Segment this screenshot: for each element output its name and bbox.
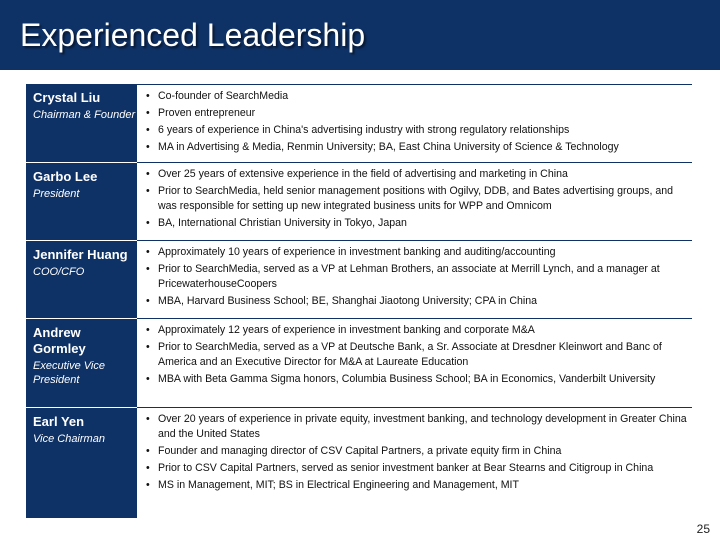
leader-role: President: [33, 188, 80, 200]
bullet-item: [143, 123, 692, 138]
bullet-dot: •: [146, 107, 150, 119]
bullet-text: MBA, Harvard Business School; BE, Shanghai Jiaotong University; CPA in China: [158, 295, 538, 307]
bullet-item: [143, 478, 692, 493]
leader-row: [26, 241, 692, 319]
bullet-item: [143, 184, 692, 214]
bullet-dot: •: [146, 445, 150, 457]
title-bar: [0, 0, 720, 70]
bullet-text: Over 20 years of experience in private equity, investment banking, and technology development in Greater China and the United States: [158, 413, 687, 440]
bullet-item: [143, 216, 692, 231]
bullet-item: [143, 262, 692, 292]
bullet-dot: •: [146, 295, 150, 307]
bullet-item: [143, 140, 692, 155]
page-number: 25: [696, 522, 710, 536]
bullet-item: [143, 89, 692, 104]
bullet-dot: •: [146, 324, 150, 336]
bullet-dot: •: [146, 341, 150, 353]
bullet-dot: •: [146, 217, 150, 229]
leader-bullets: [137, 408, 692, 518]
leader-identity: [26, 241, 137, 319]
bullet-dot: •: [146, 413, 150, 425]
bullet-text: MA in Advertising & Media, Renmin University; BA, East China University of Science & Technology: [158, 141, 619, 153]
leadership-table: [26, 84, 692, 518]
leader-name: Andrew Gormley: [33, 325, 86, 356]
bullet-text: MBA with Beta Gamma Sigma honors, Columbia Business School; BA in Economics, Vanderbilt University: [158, 373, 656, 385]
bullet-text: Over 25 years of extensive experience in the field of advertising and marketing in China: [158, 168, 568, 180]
bullet-item: [143, 461, 692, 476]
bullet-text: Prior to SearchMedia, served as a VP at Deutsche Bank, a Sr. Associate at Dresdner Kleinwort and Banc of America and an Executive Director for M&A at Laureate Education: [158, 341, 662, 368]
bullet-item: [143, 167, 692, 182]
bullet-text: Co-founder of SearchMedia: [158, 90, 289, 102]
leader-identity: [26, 408, 137, 518]
bullet-dot: •: [146, 462, 150, 474]
bullet-text: Approximately 10 years of experience in investment banking and auditing/accounting: [158, 246, 556, 258]
bullet-item: [143, 294, 692, 309]
bullet-text: MS in Management, MIT; BS in Electrical Engineering and Management, MIT: [158, 479, 519, 491]
bullet-text: 6 years of experience in China's advertising industry with strong regulatory relationships: [158, 124, 570, 136]
leader-row: [26, 84, 692, 163]
leader-identity: [26, 319, 137, 408]
bullet-dot: •: [146, 168, 150, 180]
leader-row: [26, 408, 692, 518]
leader-name: Earl Yen: [33, 414, 85, 429]
leader-identity: [26, 84, 137, 163]
bullet-dot: •: [146, 90, 150, 102]
bullet-item: [143, 372, 692, 387]
leader-name: Jennifer Huang: [33, 247, 128, 262]
bullet-dot: •: [146, 124, 150, 136]
bullet-text: BA, International Christian University in Tokyo, Japan: [158, 217, 407, 229]
bullet-dot: •: [146, 141, 150, 153]
leader-role: Chairman & Founder: [33, 109, 136, 121]
bullet-item: [143, 412, 692, 442]
bullet-item: [143, 245, 692, 260]
slide-title: Experienced Leadership: [20, 17, 366, 53]
bullet-dot: •: [146, 246, 150, 258]
leader-role: Executive Vice President: [33, 360, 105, 386]
leader-name: Crystal Liu: [33, 90, 101, 105]
bullet-text: Prior to SearchMedia, served as a VP at Lehman Brothers, an associate at Merrill Lynch, and a manager at PricewaterhouseCoopers: [158, 263, 660, 290]
bullet-item: [143, 323, 692, 338]
bullet-item: [143, 340, 692, 370]
bullet-text: Approximately 12 years of experience in investment banking and corporate M&A: [158, 324, 535, 336]
bullet-text: Prior to SearchMedia, held senior management positions with Ogilvy, DDB, and Bates advertising groups, and was responsible for setting up new integrated business units for WPP and Omnicom: [158, 185, 674, 212]
bullet-dot: •: [146, 479, 150, 491]
leader-bullets: [137, 241, 692, 319]
bullet-dot: •: [146, 373, 150, 385]
leader-role: Vice Chairman: [33, 433, 105, 445]
bullet-item: [143, 444, 692, 459]
leader-name: Garbo Lee: [33, 169, 98, 184]
bullet-dot: •: [146, 263, 150, 275]
leader-bullets: [137, 319, 692, 408]
leader-row: [26, 319, 692, 408]
leader-role: COO/CFO: [33, 266, 85, 278]
leader-bullets: [137, 163, 692, 241]
leader-identity: [26, 163, 137, 241]
bullet-text: Prior to CSV Capital Partners, served as senior investment banker at Bear Stearns and Citigroup in China: [158, 462, 654, 474]
leader-bullets: [137, 84, 692, 163]
bullet-item: [143, 106, 692, 121]
bullet-text: Proven entrepreneur: [158, 107, 256, 119]
bullet-text: Founder and managing director of CSV Capital Partners, a private equity firm in China: [158, 445, 562, 457]
leader-row: [26, 163, 692, 241]
bullet-dot: •: [146, 185, 150, 197]
